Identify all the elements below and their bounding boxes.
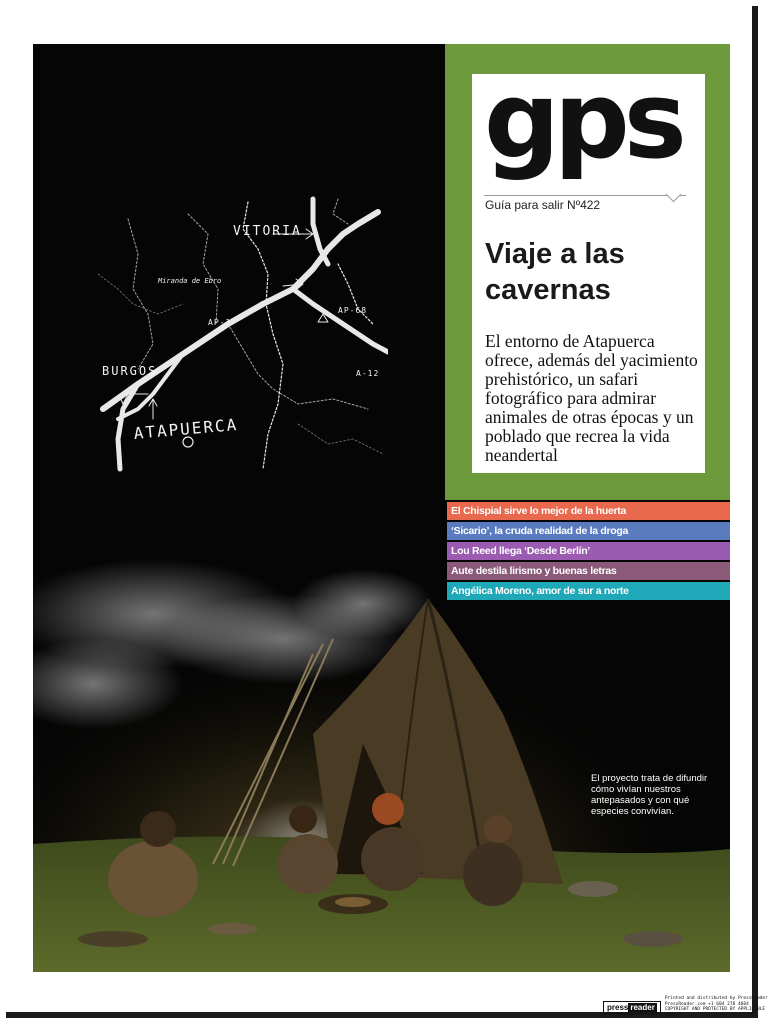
teaser-list [447, 502, 730, 602]
pressreader-notice: Printed and distributed by PressReader PressReader.com +1 604 278 4604 COPYRIGHT AND PROTECTED BY APPLICABLE LAW [664, 996, 768, 1018]
pressreader-badge [603, 996, 768, 1018]
route-map [98, 194, 388, 479]
camp-scene [33, 544, 730, 972]
map-label-atapuerca: ATAPUERCA [133, 414, 239, 443]
teaser-item[interactable]: Aute destila lirismo y buenas letras [447, 562, 730, 580]
map-label-ap68: AP-68 [338, 306, 368, 315]
teaser-item[interactable]: Angélica Moreno, amor de sur a norte [447, 582, 730, 600]
masthead-card [472, 59, 705, 473]
map-label-vitoria: VITORIA [233, 224, 302, 239]
press-logo-part-b: reader [630, 1002, 655, 1012]
teaser-item[interactable]: El Chispial sirve lo mejor de la huerta [447, 502, 730, 520]
map-label-ap1: AP-1 [208, 318, 232, 327]
map-label-miranda: Miranda de Ebro [158, 277, 222, 285]
press-logo-part-a: press [607, 1002, 629, 1012]
chevron-down-icon [666, 187, 682, 203]
cover-photo [33, 544, 730, 972]
feature-headline: Viaje a las cavernas [485, 238, 625, 306]
map-label-a12: A-12 [356, 369, 380, 378]
gps-logo: gps [484, 59, 681, 182]
feature-deck: El entorno de Atapuerca ofrece, además del yacimiento prehistórico, un safari fotográfico para admirar animales de otras épocas y un poblado que recrea la vida neandertal [485, 331, 698, 465]
photo-caption: El proyecto trata de difundir cómo vivían nuestros antepasados y con qué especies convivían. [591, 773, 708, 817]
teaser-item[interactable]: Lou Reed llega ‘Desde Berlín’ [447, 542, 730, 560]
guide-rule [484, 195, 686, 196]
map-label-burgos: BURGOS [102, 364, 158, 378]
issue-label: Guía para salir Nº422 [485, 198, 601, 212]
pressreader-logo [603, 1001, 661, 1014]
teaser-item[interactable]: ‘Sicario’, la cruda realidad de la droga [447, 522, 730, 540]
